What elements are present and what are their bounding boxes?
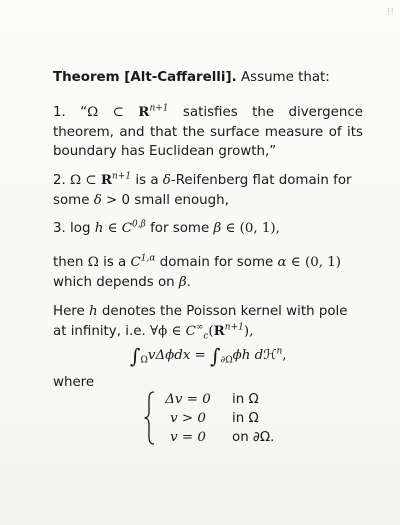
math-h: h [89,304,98,319]
system-equation: v > 0 [170,411,206,426]
text: . [186,274,191,290]
math-hausdorff: ℋ [263,348,277,363]
integral-identity [130,346,287,367]
item-number: 1. [53,105,81,120]
theorem-title: Theorem [Alt-Caffarelli]. [53,70,237,85]
system-domain: on ∂Ω. [232,430,275,445]
open-quote: “ [80,105,88,120]
text: , [282,348,287,363]
math-delta: δ [93,192,102,208]
text: -Reifenberg flat domain for some [53,173,352,208]
math-paren: ( [208,323,214,339]
math-forall: ∀ϕ ∈ [149,323,186,339]
hypothesis-2 [53,171,363,210]
left-brace-icon [143,390,157,446]
math-omega: Ω [87,255,99,270]
integral-domain: ∂Ω [220,355,233,366]
text: for some [145,221,214,236]
system-equation: Δv = 0 [165,392,211,407]
math-beta: β [178,274,187,290]
math-delta: δ [162,173,171,188]
math-C: C [130,255,141,270]
integral-sign: ∫ [210,344,221,368]
math-exponent: 0,β [132,219,146,230]
hypothesis-1-text: satisfies the divergence theorem, and that the surface measure of its boundary has Euclidean growth,” [53,105,363,159]
text: is a [131,173,163,188]
math-C: C [121,221,133,236]
math-reals: R [100,172,113,188]
math-log: log [70,221,95,236]
poisson-kernel-note [53,302,363,341]
math-interval: ∈ (0, 1), [221,221,280,236]
boundary-value-system [143,390,293,446]
integrand-left: vΔϕdx [147,348,191,363]
math-sub: c [203,331,209,342]
item-number: 2. [53,173,71,188]
equals-sign: = [190,348,211,363]
hypothesis-3 [53,219,363,239]
math-exponent: n [276,346,283,357]
text: is a [98,255,131,270]
math-reals: R [138,104,150,120]
math-h: h [94,221,104,236]
hypothesis-1 [53,103,363,162]
item-number: 3. [53,221,71,236]
math-reals: R [213,322,225,339]
system-domain: in Ω [232,411,259,426]
text: which depends on [53,274,179,290]
math-exponent: 1,α [140,253,156,264]
math-subset: ⊂ [98,105,139,120]
corner-mark: !! [386,8,394,18]
math-exponent: n+1 [224,322,244,333]
math-paren: ), [243,323,254,339]
text: denotes the Poisson kernel with pole at infinity, i.e. [53,304,348,339]
integral-domain: Ω [140,355,148,366]
theorem-heading [53,68,363,88]
math-C: C [185,323,196,339]
math-sup: ∞ [195,322,204,333]
math-gt: > 0 [101,192,131,208]
math-omega: Ω [70,173,82,188]
math-in: ∈ [103,221,122,236]
math-exponent: n+1 [112,171,132,182]
text: domain for some [155,255,278,270]
theorem-conclusion [53,253,363,292]
system-equation: v = 0 [170,430,206,445]
integral-sign: ∫ [130,344,141,368]
math-interval: ∈ (0, 1) [286,255,341,270]
text: Here [53,304,90,319]
math-omega: Ω [87,105,99,120]
where-label: where [53,375,95,390]
math-alpha: α [277,255,287,270]
system-domain: in Ω [232,392,259,407]
math-subset: ⊂ [81,173,101,188]
text: small enough, [130,192,229,208]
math-exponent: n+1 [149,103,169,114]
math-beta: β [213,221,222,236]
text: then [53,255,88,270]
theorem-intro: Assume that: [236,70,330,85]
integrand-right: ϕh d [232,348,264,363]
